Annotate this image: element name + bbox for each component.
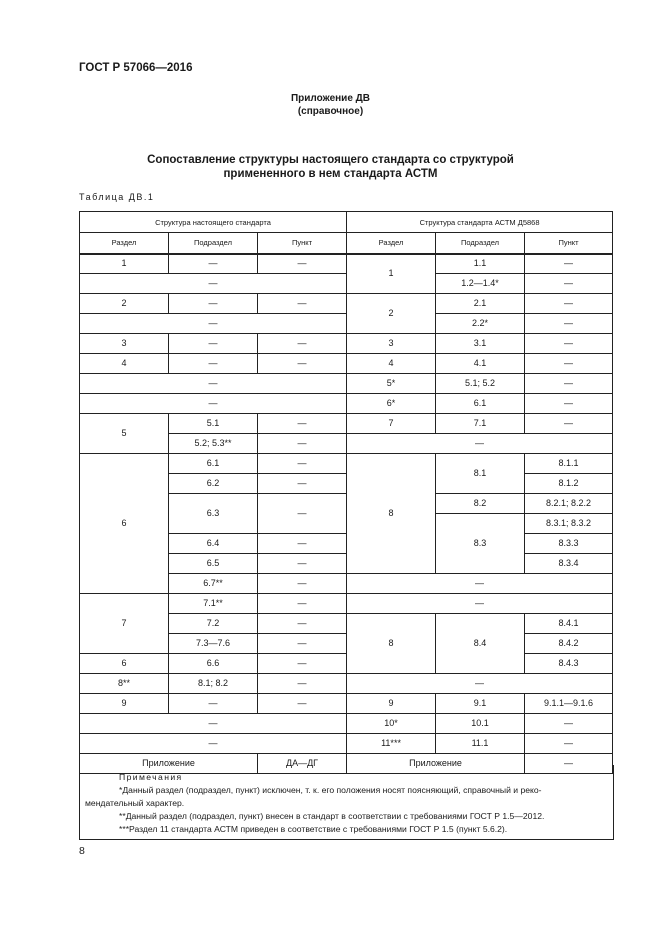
cell: 4 — [80, 354, 169, 374]
cell: — — [258, 354, 347, 374]
col-header: Раздел — [80, 233, 169, 254]
cell: — — [258, 534, 347, 554]
cell: — — [169, 334, 258, 354]
cell: 6.1 — [436, 394, 525, 414]
cell: — — [258, 494, 347, 534]
cell: 2.2* — [436, 314, 525, 334]
cell: — — [258, 674, 347, 694]
cell: Приложение — [80, 754, 258, 774]
table-row — [80, 374, 613, 394]
cell: — — [80, 714, 347, 734]
cell: — — [525, 374, 613, 394]
cell: 6.1 — [169, 454, 258, 474]
cell: 9 — [347, 694, 436, 714]
cell: — — [525, 354, 613, 374]
note-1: *Данный раздел (подраздел, пункт) исключен, т. к. его положения носят поясняющий, справочный и реко- — [119, 785, 542, 795]
cell: — — [169, 254, 258, 274]
cell: 10.1 — [436, 714, 525, 734]
cell: — — [347, 574, 613, 594]
cell: 8.4.1 — [525, 614, 613, 634]
cell: — — [169, 294, 258, 314]
appendix-heading — [0, 92, 661, 118]
cell: 7.3—7.6 — [169, 634, 258, 654]
table-row — [80, 734, 613, 754]
cell: — — [80, 314, 347, 334]
cell: 8.2 — [436, 494, 525, 514]
note-3: ***Раздел 11 стандарта АСТМ приведен в соответствие с требованиями ГОСТ Р 1.5 (пункт 5.6.2). — [119, 824, 508, 834]
table-row — [80, 294, 613, 314]
cell: 8.2.1; 8.2.2 — [525, 494, 613, 514]
table-row — [80, 714, 613, 734]
table-subheader-row — [80, 233, 613, 254]
cell: 10* — [347, 714, 436, 734]
cell: 2.1 — [436, 294, 525, 314]
table-label: Таблица ДВ.1 — [79, 192, 155, 202]
cell: 8.3.3 — [525, 534, 613, 554]
notes-title: Примечания — [119, 772, 183, 782]
col-header: Пункт — [258, 233, 347, 254]
cell: 8 — [347, 614, 436, 674]
document-title — [0, 153, 661, 181]
cell: — — [258, 454, 347, 474]
cell: 8.1.2 — [525, 474, 613, 494]
table-row — [80, 654, 613, 674]
cell: 8.4 — [436, 614, 525, 674]
cell: — — [525, 314, 613, 334]
cell: 8.1; 8.2 — [169, 674, 258, 694]
document-header: ГОСТ Р 57066—2016 — [79, 62, 193, 74]
cell: 3.1 — [436, 334, 525, 354]
table-row — [80, 314, 613, 334]
cell: 8** — [80, 674, 169, 694]
cell: 9.1.1—9.1.6 — [525, 694, 613, 714]
col-header: Раздел — [347, 233, 436, 254]
cell: — — [80, 734, 347, 754]
cell: 7 — [347, 414, 436, 434]
cell: — — [525, 274, 613, 294]
cell: 8.1 — [436, 454, 525, 494]
cell: 8.3.4 — [525, 554, 613, 574]
cell: 3 — [80, 334, 169, 354]
cell: 9 — [80, 694, 169, 714]
cell: 5.1 — [169, 414, 258, 434]
cell: 6* — [347, 394, 436, 414]
cell: 11.1 — [436, 734, 525, 754]
comparison-table — [79, 211, 613, 774]
page-number: 8 — [79, 845, 85, 857]
cell: 3 — [347, 334, 436, 354]
table-row — [80, 254, 613, 274]
col-header: Пункт — [525, 233, 613, 254]
table-row — [80, 414, 613, 434]
title-line-1: Сопоставление структуры настоящего стандарта со структурой — [147, 154, 514, 166]
cell: — — [258, 614, 347, 634]
cell: 2 — [80, 294, 169, 314]
table-row — [80, 334, 613, 354]
cell: — — [525, 334, 613, 354]
cell: 8.4.2 — [525, 634, 613, 654]
cell: — — [258, 654, 347, 674]
table-row — [80, 694, 613, 714]
cell: 8.4.3 — [525, 654, 613, 674]
cell: 2 — [347, 294, 436, 334]
cell: 5 — [80, 414, 169, 454]
table-row — [80, 594, 613, 614]
cell: 9.1 — [436, 694, 525, 714]
cell: — — [80, 274, 347, 294]
table-row — [80, 454, 613, 474]
cell: — — [525, 394, 613, 414]
cell: 6.5 — [169, 554, 258, 574]
title-line-2: примененного в нем стандарта АСТМ — [223, 168, 438, 180]
cell: 7.2 — [169, 614, 258, 634]
appendix-title: Приложение ДВ — [290, 93, 371, 104]
cell: — — [258, 554, 347, 574]
cell: — — [258, 594, 347, 614]
cell: — — [258, 474, 347, 494]
cell: 6.6 — [169, 654, 258, 674]
col-header: Подраздел — [436, 233, 525, 254]
cell: 8 — [347, 454, 436, 574]
cell: 8.1.1 — [525, 454, 613, 474]
cell: — — [169, 694, 258, 714]
cell: 4.1 — [436, 354, 525, 374]
table-row — [80, 394, 613, 414]
table-row — [80, 274, 613, 294]
cell: 6.2 — [169, 474, 258, 494]
cell: 4 — [347, 354, 436, 374]
cell: — — [80, 394, 347, 414]
cell: — — [525, 414, 613, 434]
cell: — — [258, 574, 347, 594]
cell: — — [258, 414, 347, 434]
cell: — — [347, 434, 613, 454]
cell: — — [258, 694, 347, 714]
cell: — — [347, 674, 613, 694]
cell: 1 — [347, 254, 436, 294]
cell: 6 — [80, 454, 169, 594]
cell: — — [525, 294, 613, 314]
cell: 8.3.1; 8.3.2 — [525, 514, 613, 534]
right-group-header: Структура стандарта АСТМ Д5868 — [347, 212, 613, 233]
cell: — — [525, 254, 613, 274]
cell: ДА—ДГ — [258, 754, 347, 774]
cell: 6.3 — [169, 494, 258, 534]
cell: Приложение — [347, 754, 525, 774]
cell: — — [169, 354, 258, 374]
table-row — [80, 354, 613, 374]
cell: — — [525, 734, 613, 754]
cell: 7.1 — [436, 414, 525, 434]
cell: 11*** — [347, 734, 436, 754]
cell: 7.1** — [169, 594, 258, 614]
cell: 8.3 — [436, 514, 525, 574]
cell: 5* — [347, 374, 436, 394]
cell: — — [258, 334, 347, 354]
cell: 7 — [80, 594, 169, 654]
note-1-cont: мендательный характер. — [85, 798, 185, 808]
appendix-subtitle: (справочное) — [297, 106, 364, 117]
cell: — — [80, 374, 347, 394]
table-notes — [79, 765, 612, 842]
table-row — [80, 674, 613, 694]
cell: 6.7** — [169, 574, 258, 594]
cell: — — [347, 594, 613, 614]
cell: 5.1; 5.2 — [436, 374, 525, 394]
cell: 1.1 — [436, 254, 525, 274]
cell: 5.2; 5.3** — [169, 434, 258, 454]
cell: — — [258, 294, 347, 314]
col-header: Подраздел — [169, 233, 258, 254]
cell: 1.2—1.4* — [436, 274, 525, 294]
cell: 6 — [80, 654, 169, 674]
cell: — — [258, 434, 347, 454]
table-header-row — [80, 212, 613, 233]
left-group-header: Структура настоящего стандарта — [80, 212, 347, 233]
cell: — — [525, 754, 613, 774]
cell: — — [258, 254, 347, 274]
cell: 6.4 — [169, 534, 258, 554]
cell: — — [258, 634, 347, 654]
note-2: **Данный раздел (подраздел, пункт) внесен в стандарт в соответствии с требованиями ГОСТ Р 1.5—2012. — [119, 811, 545, 821]
cell: — — [525, 714, 613, 734]
cell: 1 — [80, 254, 169, 274]
